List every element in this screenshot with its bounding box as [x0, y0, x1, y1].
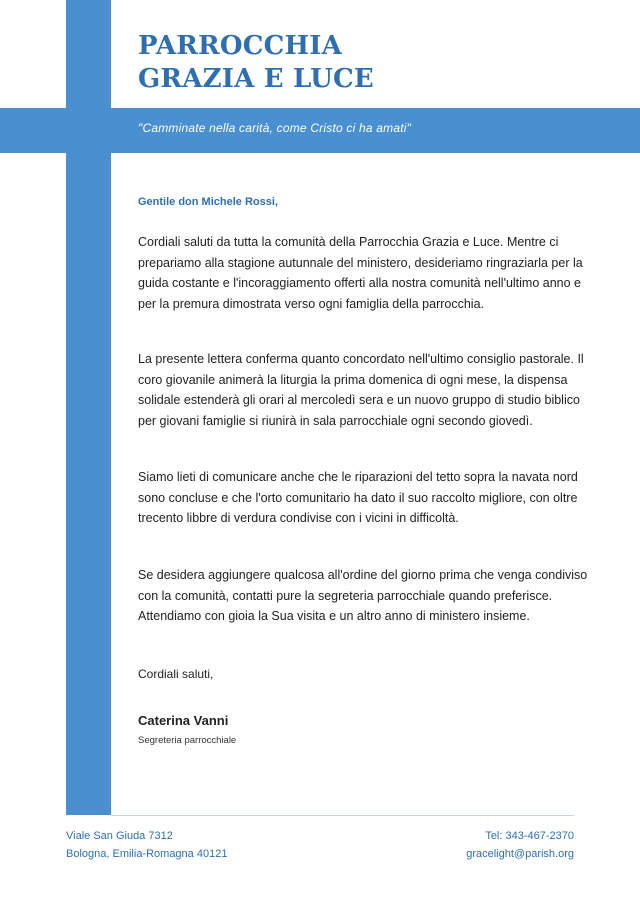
letter-closing: Cordiali saluti,: [138, 667, 214, 681]
footer-address-line-2: Bologna, Emilia-Romagna 40121: [66, 848, 228, 860]
letter-paragraph-4: Se desidera aggiungere qualcosa all'ordine del giorno prima che venga condiviso con la comunità, contatti pure la segreteria parrocchiale quando preferisce. Attendiamo con gioia la Sua visita e un altro anno di ministero insieme.: [138, 568, 588, 623]
letter-salutation: Gentile don Michele Rossi,: [138, 196, 278, 208]
letter-paragraph-3: Siamo lieti di comunicare anche che le riparazioni del tetto sopra la navata nord sono concluse e che l'orto comunitario ha dato il suo raccolto migliore, con oltre trecento libbre di verdura condivise con i vicini in difficoltà.: [138, 470, 578, 525]
parish-title-line-2: GRAZIA E LUCE: [138, 64, 374, 94]
footer-divider: [111, 815, 574, 816]
footer-address-line-1: Viale San Giuda 7312: [66, 830, 173, 842]
footer-phone: Tel: 343-467-2370: [485, 830, 574, 842]
parish-motto: "Camminate nella carità, come Cristo ci ha amati": [138, 121, 412, 135]
parish-title-line-1: PARROCCHIA: [138, 31, 342, 61]
footer-contact: [466, 827, 574, 863]
signer-name: Caterina Vanni: [138, 713, 229, 728]
parish-title: [138, 30, 374, 96]
footer-email: gracelight@parish.org: [466, 848, 574, 860]
letter-paragraph-2: La presente lettera conferma quanto concordato nell'ultimo consiglio pastorale. Il coro giovanile animerà la liturgia la prima domenica di ogni mese, la dispensa solidale estenderà gli orari al mercoledì sera e un nuovo gruppo di studio biblico per giovani famiglie si riunirà in sala parrocchiale ogni secondo giovedì.: [138, 352, 584, 428]
letter-paragraph-1: Cordiali saluti da tutta la comunità della Parrocchia Grazia e Luce. Mentre ci prepariamo alla stagione autunnale del ministero, desideriamo ringraziarla per la guida costante e l'incoraggiamento offerti alla nostra comunità nell'ultimo anno e per la premura dimostrata verso ogni famiglia della parrocchia.: [138, 235, 583, 311]
footer-address: [66, 827, 227, 863]
signer-role: Segreteria parrocchiale: [138, 735, 237, 746]
